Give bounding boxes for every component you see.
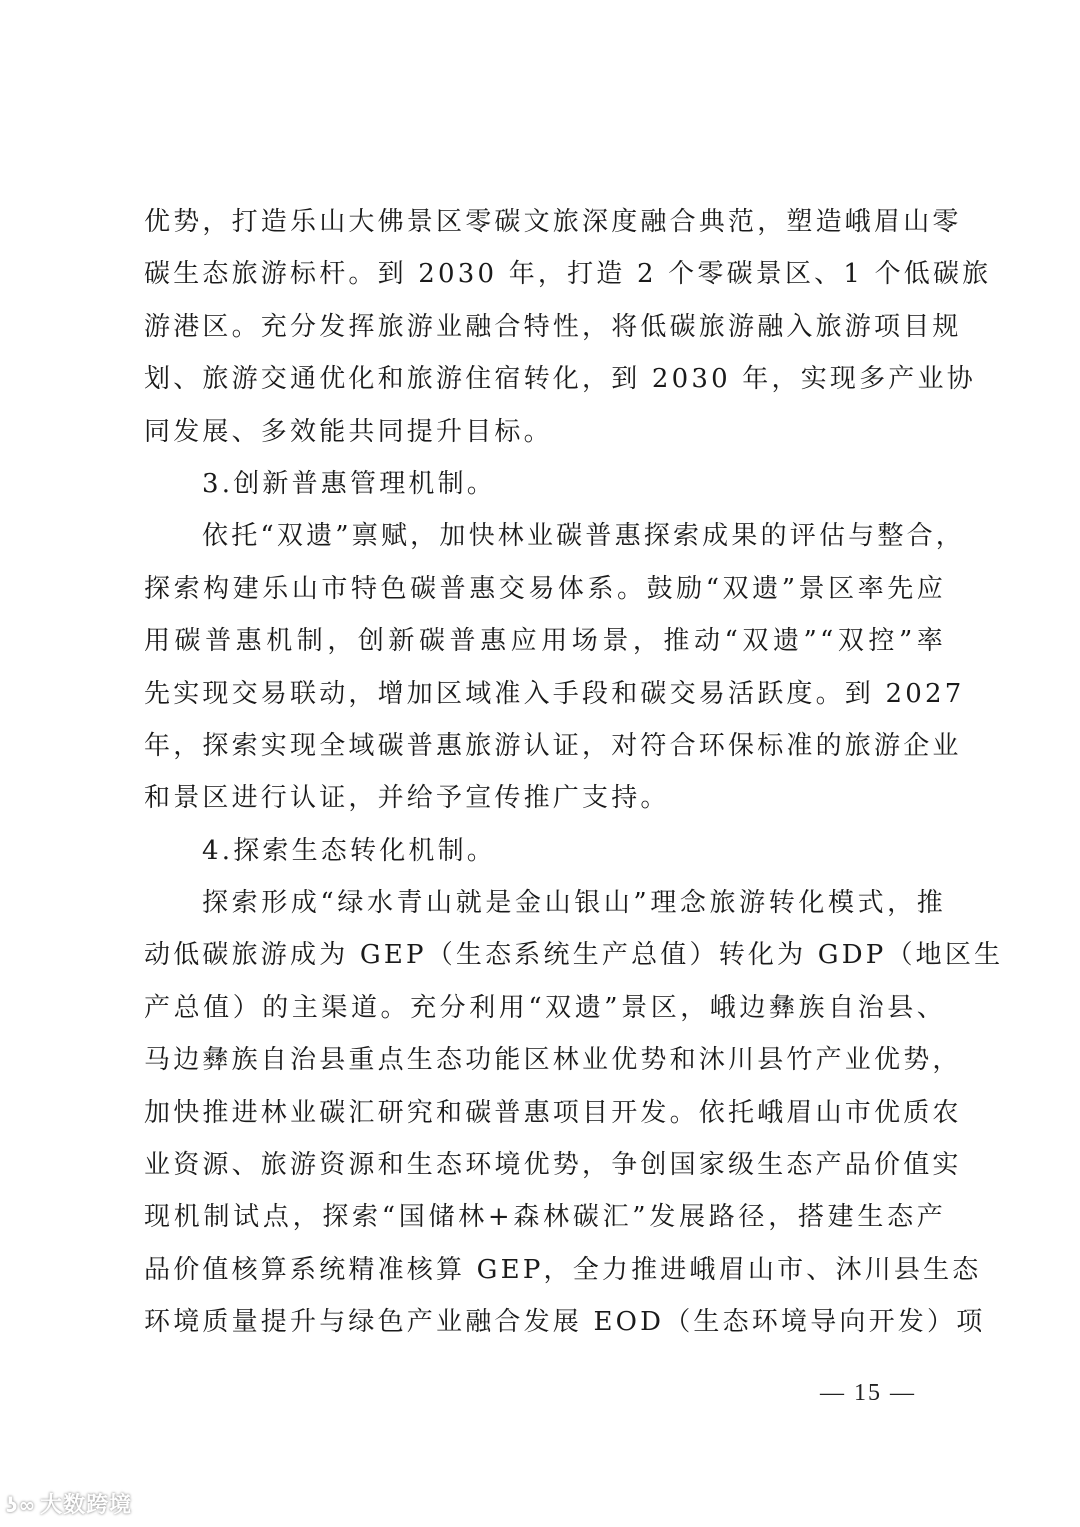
text-line: 游港区。充分发挥旅游业融合特性，将低碳旅游融入旅游项目规	[144, 311, 962, 342]
document-body	[144, 196, 1004, 1349]
section-heading: 4.探索生态转化机制。	[202, 835, 497, 866]
text-line: 加快推进林业碳汇研究和碳普惠项目开发。依托峨眉山市优质农	[144, 1097, 962, 1128]
paragraph-first-line: 探索形成“绿水青山就是金山银山”理念旅游转化模式，推	[202, 888, 946, 919]
watermark-text: 大数跨境	[40, 1493, 133, 1518]
text-line: 用碳普惠机制，创新碳普惠应用场景，推动“双遗”“双控”率	[144, 626, 946, 657]
text-line: 产总值）的主渠道。充分利用“双遗”景区，峨边彝族自治县、	[144, 992, 946, 1023]
text-line: 马边彝族自治县重点生态功能区林业优势和沐川县竹产业优势，	[144, 1045, 962, 1076]
watermark	[6, 1488, 132, 1519]
text-line: 环境质量提升与绿色产业融合发展 EOD（生态环境导向开发）项	[144, 1307, 986, 1338]
paragraph-first-line: 依托“双遗”禀赋，加快林业碳普惠探索成果的评估与整合，	[202, 521, 965, 552]
text-line: 先实现交易联动，增加区域准入手段和碳交易活跃度。到 2027	[144, 678, 965, 709]
text-line: 探索构建乐山市特色碳普惠交易体系。鼓励“双遗”景区率先应	[144, 573, 946, 604]
page-number: — 15 —	[820, 1380, 916, 1406]
text-line: 品价值核算系统精准核算 GEP，全力推进峨眉山市、沐川县生态	[144, 1254, 982, 1285]
section-heading: 3.创新普惠管理机制。	[202, 468, 497, 499]
text-line: 现机制试点，探索“国储林+森林碳汇”发展路径，搭建生态产	[144, 1202, 946, 1233]
text-line: 同发展、多效能共同提升目标。	[144, 416, 553, 447]
text-line: 优势，打造乐山大佛景区零碳文旅深度融合典范，塑造峨眉山零	[144, 207, 962, 237]
text-line: 和景区进行认证，并给予宣传推广支持。	[144, 783, 670, 814]
text-line: 动低碳旅游成为 GEP（生态系统生产总值）转化为 GDP（地区生	[144, 940, 1004, 971]
text-line: 划、旅游交通优化和旅游住宿转化，到 2030 年，实现多产业协	[144, 364, 976, 395]
watermark-logo-icon: ʖ∞	[6, 1493, 37, 1517]
text-line: 碳生态旅游标杆。到 2030 年，打造 2 个零碳景区、1 个低碳旅	[144, 259, 992, 290]
text-line: 年，探索实现全域碳普惠旅游认证，对符合环保标准的旅游企业	[144, 730, 962, 761]
text-line: 业资源、旅游资源和生态环境优势，争创国家级生态产品价值实	[144, 1150, 962, 1181]
